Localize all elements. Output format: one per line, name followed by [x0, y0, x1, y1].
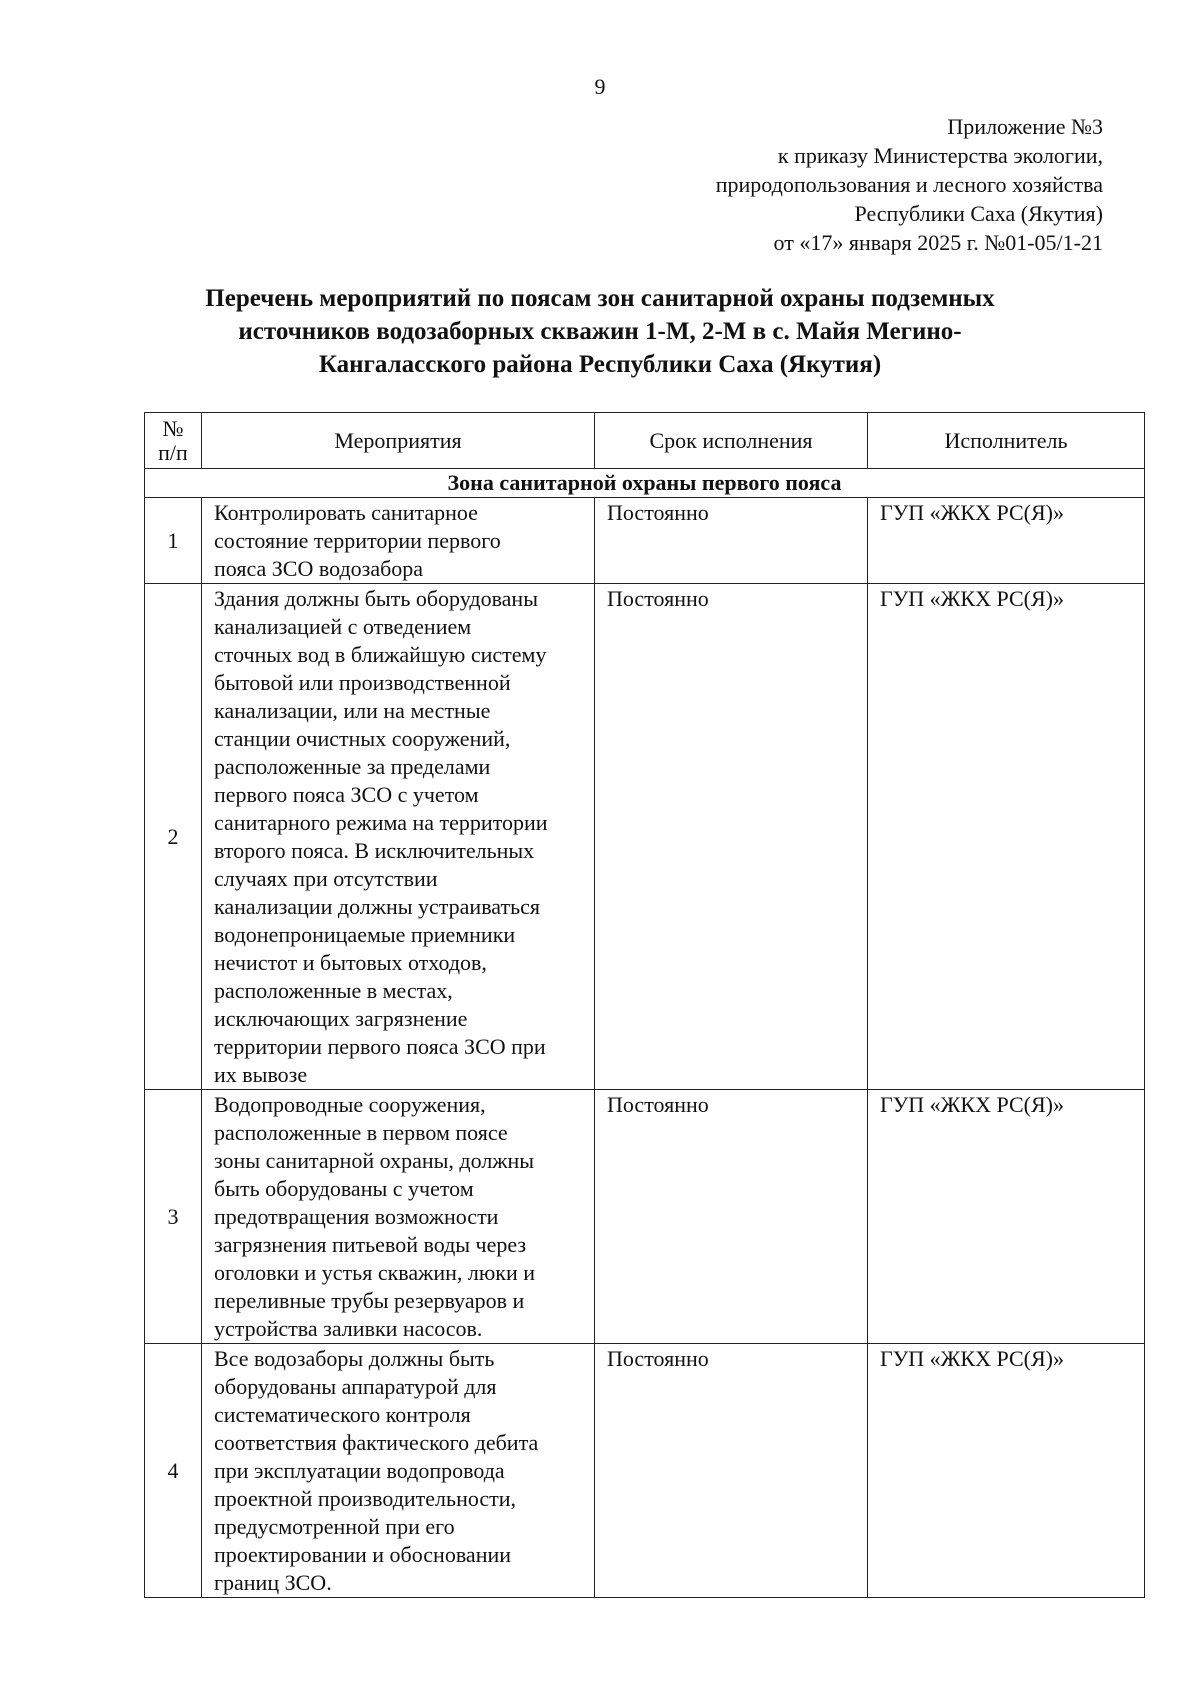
measure-line: случаях при отсутствии	[214, 866, 438, 891]
row-deadline: Постоянно	[595, 584, 868, 1090]
row-number: 2	[145, 584, 202, 1090]
measure-line: бытовой или производственной	[214, 670, 511, 695]
table-row	[145, 1344, 1145, 1598]
measure-line: переливные трубы резервуаров и	[214, 1288, 525, 1313]
table-row	[145, 1090, 1145, 1344]
appendix-line: природопользования и лесного хозяйства	[715, 172, 1103, 197]
row-number: 4	[145, 1344, 202, 1598]
row-measure	[202, 584, 595, 1090]
page-number: 9	[594, 74, 606, 99]
row-measure	[202, 1344, 595, 1598]
header-executor: Исполнитель	[868, 413, 1145, 469]
appendix-block	[503, 112, 1103, 257]
measure-line: Все водозаборы должны быть	[214, 1346, 495, 1371]
header-deadline: Срок исполнения	[595, 413, 868, 469]
row-executor: ГУП «ЖКХ РС(Я)»	[868, 1090, 1145, 1344]
header-num-line: п/п	[158, 439, 188, 465]
measure-line: канализации должны устраиваться	[214, 894, 541, 919]
measure-line: зоны санитарной охраны, должны	[214, 1148, 535, 1173]
row-executor: ГУП «ЖКХ РС(Я)»	[868, 584, 1145, 1090]
measure-line: систематического контроля	[214, 1402, 471, 1427]
measure-line: предотвращения возможности	[214, 1204, 499, 1229]
measure-line: проектировании и обосновании	[214, 1542, 512, 1567]
measure-line: расположенные в первом поясе	[214, 1120, 508, 1145]
row-deadline: Постоянно	[595, 498, 868, 584]
measures-table	[144, 412, 1145, 1598]
measure-line: второго пояса. В исключительных	[214, 838, 535, 863]
measure-line: соответствия фактического дебита	[214, 1430, 539, 1455]
measure-line: при эксплуатации водопровода	[214, 1458, 505, 1483]
measure-line: границ ЗСО.	[214, 1570, 332, 1595]
table-row	[145, 498, 1145, 584]
measure-line: сточных вод в ближайшую систему	[214, 642, 547, 667]
measure-line: водонепроницаемые приемники	[214, 922, 516, 947]
table-header-row	[145, 413, 1145, 469]
measure-line: их вывозе	[214, 1062, 308, 1087]
title-line: Перечень мероприятий по поясам зон санитарной охраны подземных	[205, 285, 995, 312]
measure-line: территории первого пояса ЗСО при	[214, 1034, 546, 1059]
zone-row	[145, 469, 1145, 498]
table-row	[145, 584, 1145, 1090]
measure-line: пояса ЗСО водозабора	[214, 556, 424, 581]
document-title	[150, 282, 1050, 381]
measure-line: Водопроводные сооружения,	[214, 1092, 486, 1117]
zone-title: Зона санитарной охраны первого пояса	[145, 469, 1145, 498]
measure-line: санитарного режима на территории	[214, 810, 548, 835]
measure-line: станции очистных сооружений,	[214, 726, 511, 751]
header-measures: Мероприятия	[202, 413, 595, 469]
measure-line: проектной производительности,	[214, 1486, 517, 1511]
header-num-line: №	[162, 415, 184, 441]
measure-line: загрязнения питьевой воды через	[214, 1232, 527, 1257]
appendix-line: Приложение №3	[947, 114, 1103, 139]
title-line: Кангаласского района Республики Саха (Якутия)	[318, 351, 882, 378]
measure-line: оборудованы аппаратурой для	[214, 1374, 497, 1399]
row-measure	[202, 1090, 595, 1344]
appendix-line: Республики Саха (Якутия)	[854, 201, 1103, 226]
appendix-line: к приказу Министерства экологии,	[777, 143, 1103, 168]
measure-line: устройства заливки насосов.	[214, 1316, 483, 1341]
measure-line: Здания должны быть оборудованы	[214, 586, 538, 611]
measure-line: оголовки и устья скважин, люки и	[214, 1260, 536, 1285]
measure-line: исключающих загрязнение	[214, 1006, 468, 1031]
measure-line: Контролировать санитарное	[214, 500, 478, 525]
measure-line: расположенные за пределами	[214, 754, 491, 779]
row-number: 1	[145, 498, 202, 584]
measure-line: состояние территории первого	[214, 528, 501, 553]
row-number: 3	[145, 1090, 202, 1344]
title-line: источников водозаборных скважин 1-М, 2-М в с. Майя Мегино-	[238, 318, 962, 345]
row-deadline: Постоянно	[595, 1090, 868, 1344]
row-executor: ГУП «ЖКХ РС(Я)»	[868, 498, 1145, 584]
measure-line: быть оборудованы с учетом	[214, 1176, 474, 1201]
measure-line: расположенные в местах,	[214, 978, 453, 1003]
measure-line: нечистот и бытовых отходов,	[214, 950, 487, 975]
measure-line: канализацией с отведением	[214, 614, 472, 639]
measure-line: первого пояса ЗСО с учетом	[214, 782, 479, 807]
header-num	[145, 413, 202, 469]
row-measure	[202, 498, 595, 584]
table-body	[145, 498, 1145, 1598]
row-deadline: Постоянно	[595, 1344, 868, 1598]
measure-line: канализации, или на местные	[214, 698, 491, 723]
appendix-line: от «17» января 2025 г. №01-05/1-21	[773, 230, 1103, 255]
measure-line: предусмотренной при его	[214, 1514, 455, 1539]
row-executor: ГУП «ЖКХ РС(Я)»	[868, 1344, 1145, 1598]
